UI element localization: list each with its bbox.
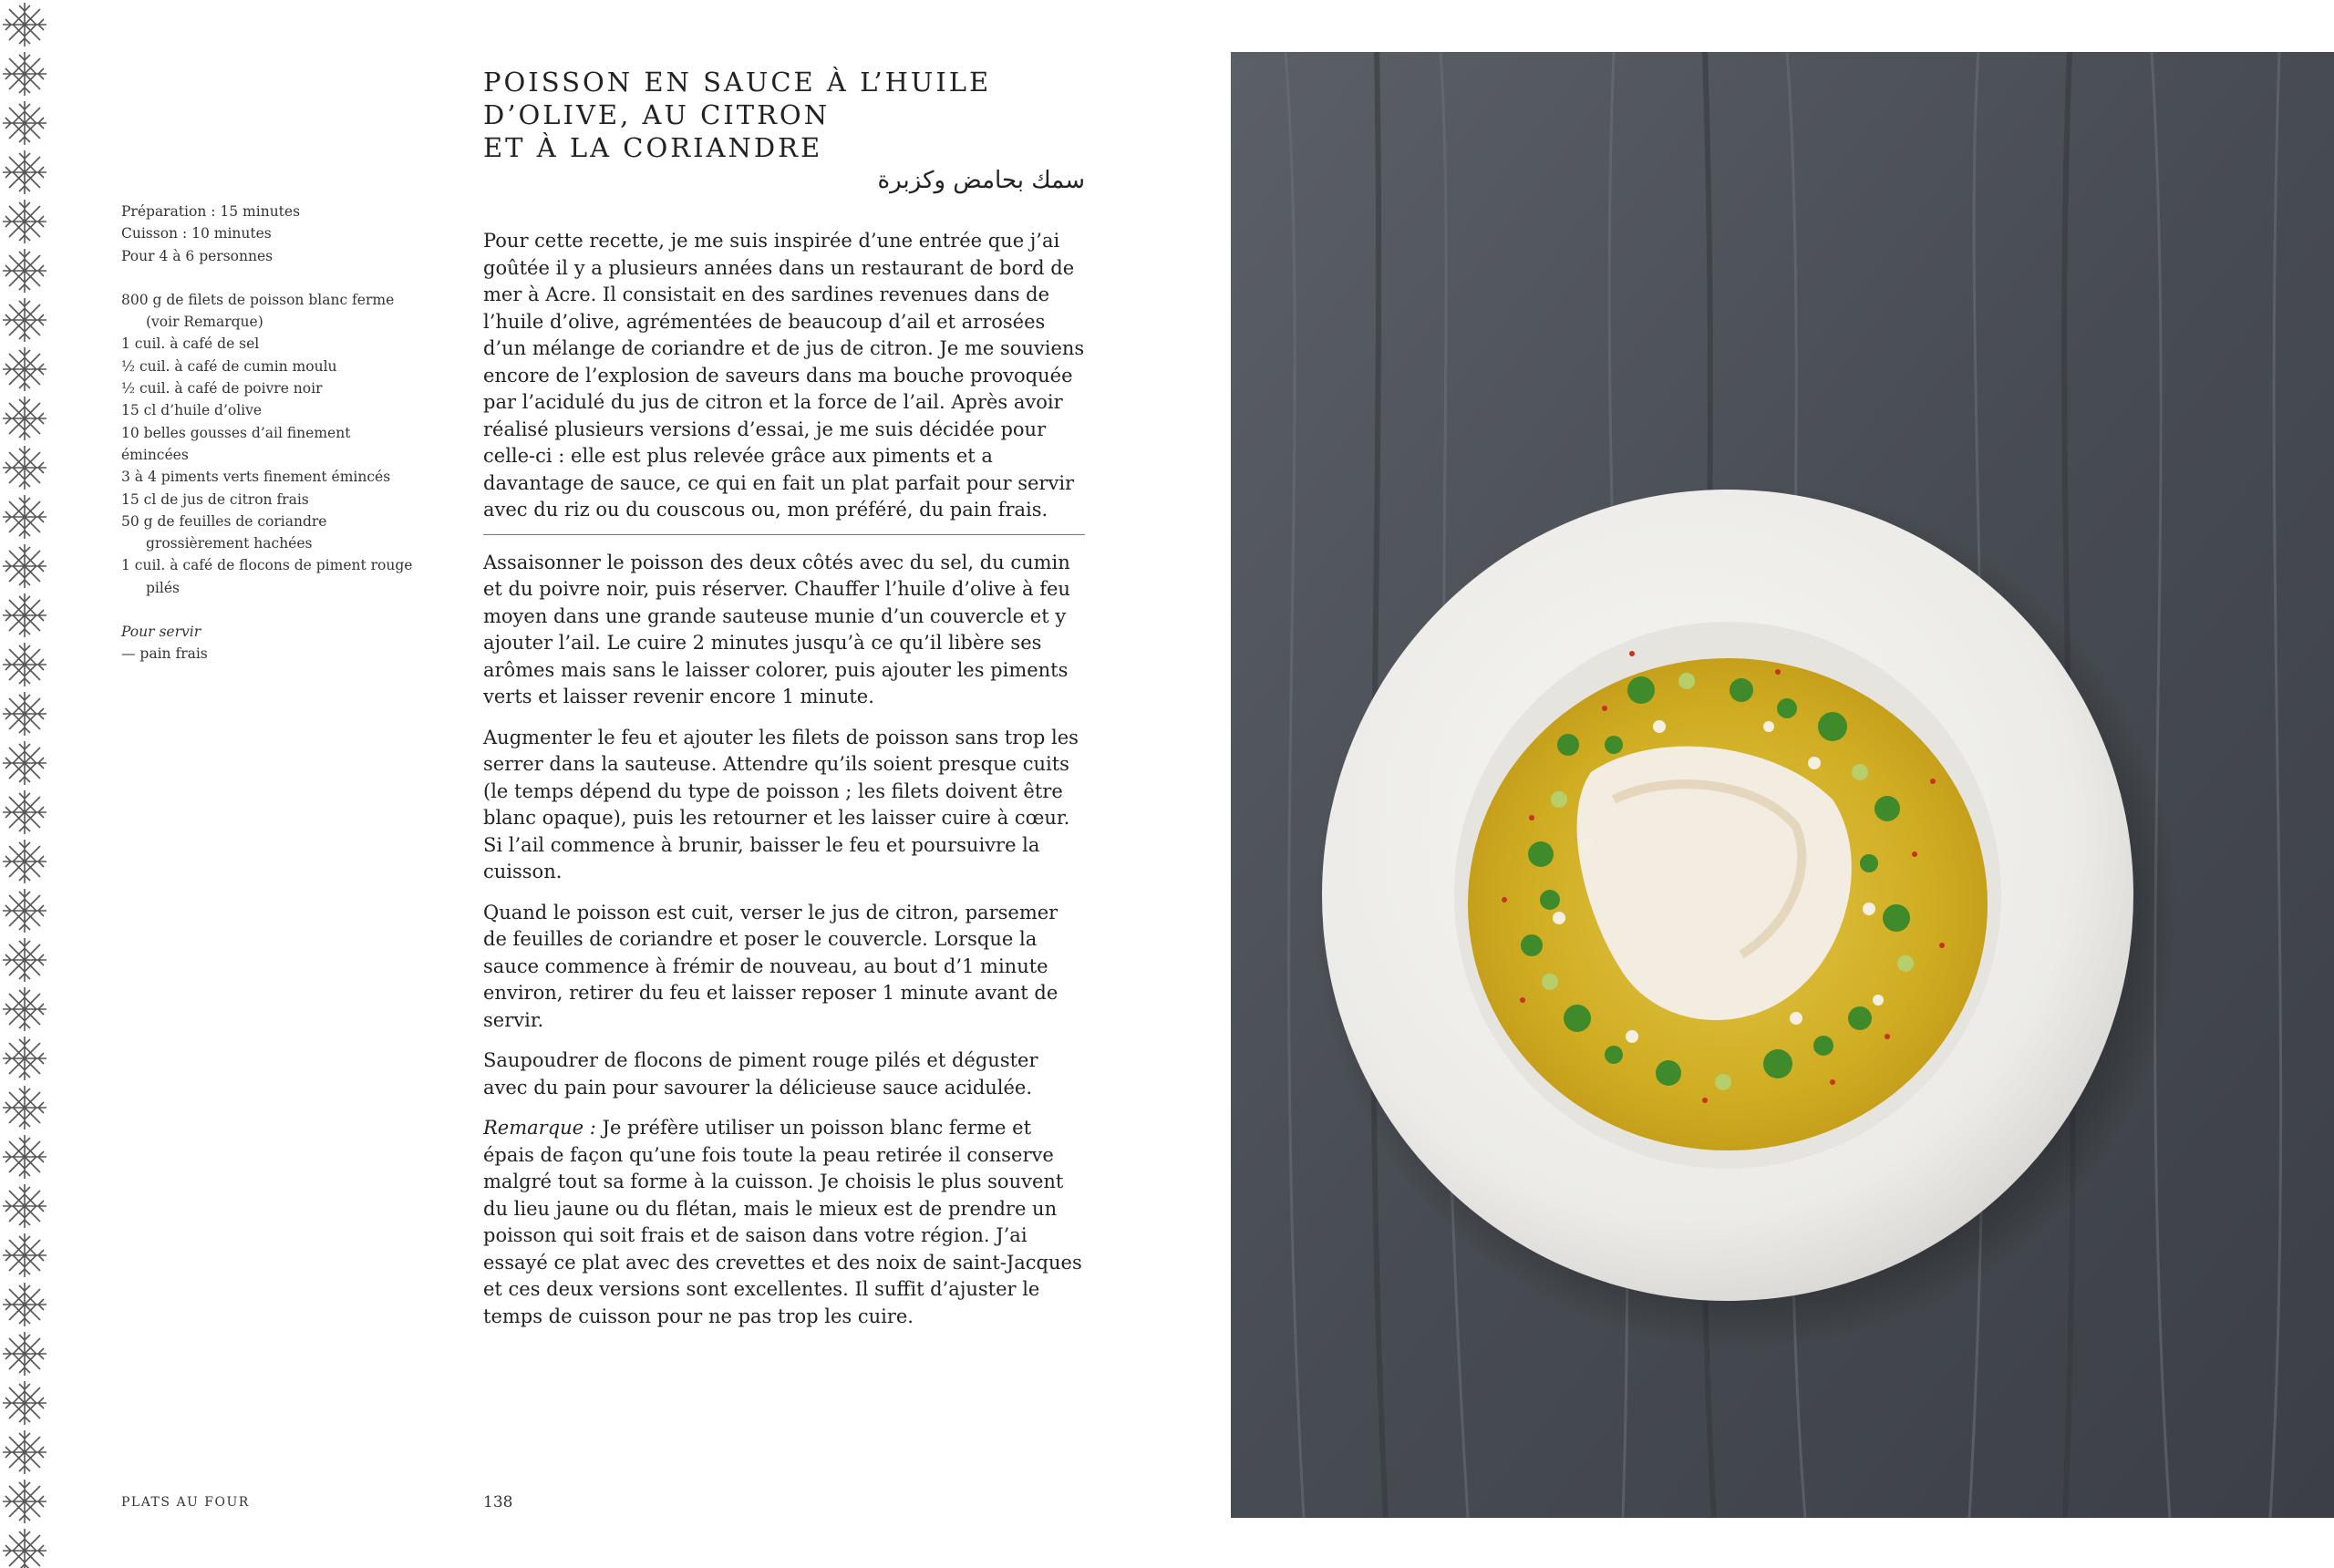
recipe-body (483, 228, 1085, 1344)
arabic-title: سمك بحامض وكزبرة (877, 167, 1085, 194)
step-paragraph: Assaisonner le poisson des deux côtés avec du sel, du cumin et du poivre noir, puis réserver. Chauffer l’huile d’olive à feu moyen dans une grande sauteuse munie d’un couvercle et y ajouter l’ail. Le cuire 2 minutes jusqu’à ce qu’il libère ses arômes mais sans le laisser colorer, puis ajouter les piments verts et laisser revenir encore 1 minute. (483, 551, 1070, 707)
ingredient: ½ cuil. à café de poivre noir (121, 380, 323, 397)
ingredient: ½ cuil. à café de cumin moulu (121, 357, 337, 375)
section-footer: PLATS AU FOUR (121, 1495, 250, 1510)
note-paragraph (483, 1115, 1085, 1330)
ingredient: pilés (146, 579, 180, 596)
ingredient: 1 cuil. à café de flocons de piment rouge (121, 557, 413, 574)
serve-item: — pain frais (121, 645, 208, 663)
prep-time: Préparation : 15 minutes (121, 203, 301, 220)
recipe-title (483, 66, 1103, 164)
title-line: ET À LA CORIANDRE (483, 132, 823, 163)
step-paragraph: Augmenter le feu et ajouter les filets de poisson sans trop les serrer dans la sauteuse. Attendre qu’ils soient presque cuits (le temps dépend du type de poisson ; les filets doivent être blanc opaque), puis les retourner et les laisser cuire à cœur. Si l’ail commence à brunir, baisser le feu et poursuivre la cuisson. (483, 726, 1079, 882)
page-number: 138 (483, 1493, 513, 1511)
cook-time: Cuisson : 10 minutes (121, 225, 272, 242)
divider (483, 534, 1085, 535)
decorative-border (0, 0, 49, 1568)
ingredient: 10 belles gousses d’ail finement émincées (121, 424, 351, 463)
intro-paragraph: Pour cette recette, je me suis inspirée d’une entrée que j’ai goûtée il y a plusieurs années dans un restaurant de bord de mer à Acre. Il consistait en des sardines revenues dans de l’huile d’olive, agrémentées de beaucoup d’ail et arrosées d’un mélange de coriandre et de jus de citron. Je me souviens encore de l’explosion de saveurs dans ma bouche provoquée par l’acidulé du jus de citron et la force de l’ail. Après avoir réalisé plusieurs versions d’essai, je me suis décidée pour celle-ci : elle est plus relevée grâce aux piments et a davantage de sauce, ce qui en fait un plat parfait pour servir avec du riz ou du couscous ou, mon préféré, du pain frais. (483, 230, 1085, 521)
ingredient: grossièrement hachées (146, 535, 313, 552)
step-paragraph: Saupoudrer de flocons de piment rouge pilés et déguster avec du pain pour savourer la délicieuse sauce acidulée. (483, 1049, 1038, 1099)
servings: Pour 4 à 6 personnes (121, 247, 274, 264)
serve-heading: Pour servir (121, 624, 201, 641)
ingredient: 50 g de feuilles de coriandre (121, 512, 327, 530)
note-text: Je préfère utiliser un poisson blanc ferme et épais de façon qu’une fois toute la peau retirée il conserve malgré tout sa forme à la cuisson. Je choisis le plus souvent du lieu jaune ou du flétan, mais le mieux est de prendre un poisson qui soit frais et de saison dans votre région. J’ai essayé ce plat avec des crevettes et des noix de saint-Jacques et ces deux versions sont excellentes. Il suffit d’ajuster le temps de cuisson pour ne pas trop les cuire. (483, 1117, 1082, 1327)
title-line: D’OLIVE, AU CITRON (483, 99, 831, 130)
ingredient: 15 cl de jus de citron frais (121, 490, 309, 508)
title-line: POISSON EN SAUCE À L’HUILE (483, 67, 992, 98)
ingredients-list (121, 289, 422, 599)
ingredient: 800 g de filets de poisson blanc ferme (121, 291, 395, 308)
recipe-sidebar (121, 201, 422, 665)
ingredient: 1 cuil. à café de sel (121, 335, 260, 353)
ingredient: 3 à 4 piments verts finement émincés (121, 469, 391, 486)
step-paragraph: Quand le poisson est cuit, verser le jus de citron, parsemer de feuilles de coriandre et poser le couvercle. Lorsque la sauce commence à frémir de nouveau, au bout d’1 minute environ, retirer du feu et laisser reposer 1 minute avant de servir. (483, 901, 1059, 1031)
ingredient: 15 cl d’huile d’olive (121, 402, 263, 419)
ingredient: (voir Remarque) (146, 314, 263, 331)
note-label: Remarque : (483, 1117, 596, 1139)
dish-photo (1231, 52, 2334, 1518)
